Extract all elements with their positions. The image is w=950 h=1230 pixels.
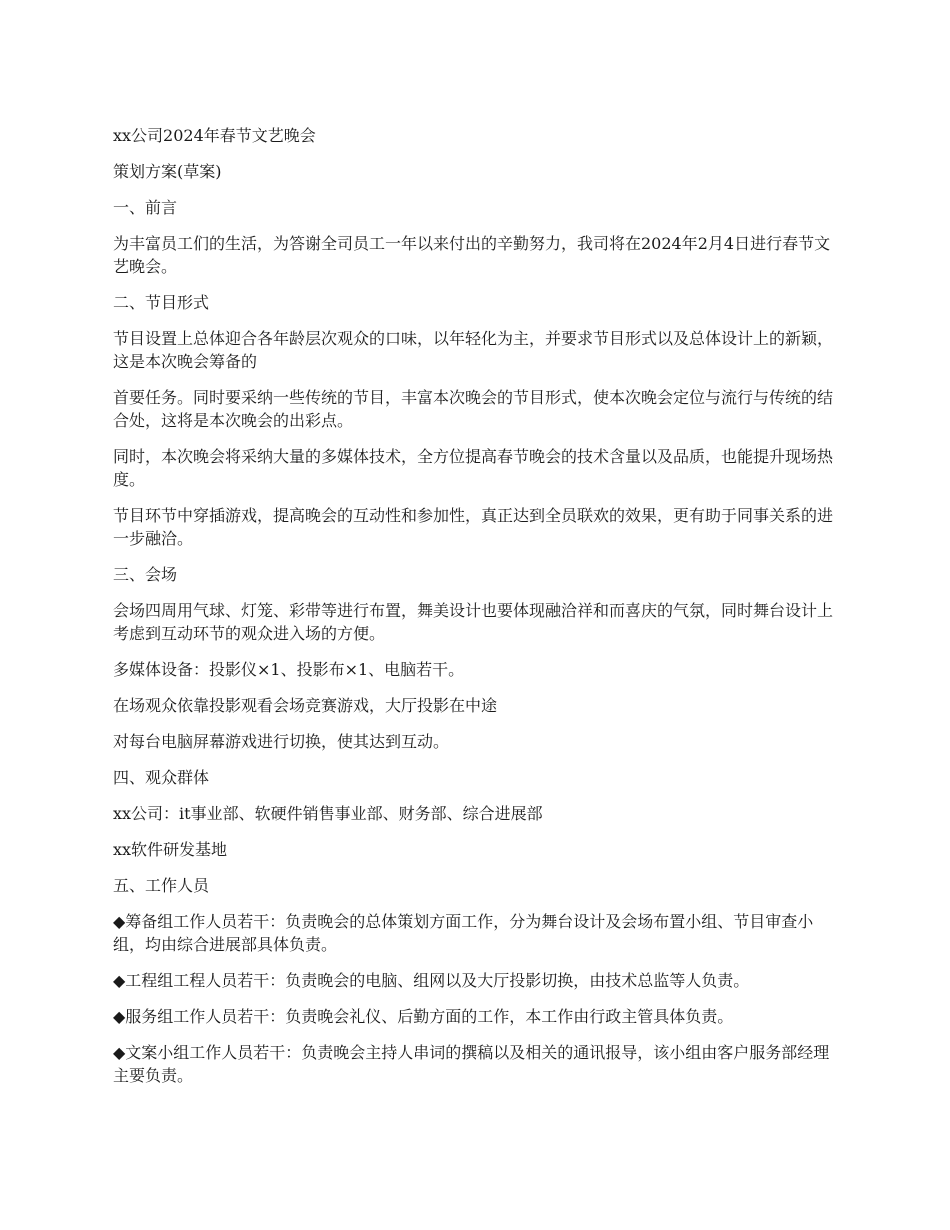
- section-heading-program-form: 二、节目形式: [113, 293, 210, 312]
- paragraph: 在场观众依靠投影观看会场竞赛游戏，大厅投影在中途: [113, 696, 498, 715]
- staff-item: ◆文案小组工作人员若干：负责晚会主持人串词的撰稿以及相关的通讯报导，该小组由客户服务部经理主要负责。: [113, 1043, 830, 1085]
- section-heading-staff: 五、工作人员: [113, 876, 210, 895]
- paragraph: xx公司：it事业部、软硬件销售事业部、财务部、综合进展部: [113, 804, 543, 823]
- paragraph: 节目环节中穿插游戏，提高晚会的互动性和参加性，真正达到全员联欢的效果，更有助于同事关系的进一步融洽。: [113, 506, 834, 548]
- staff-item: ◆筹备组工作人员若干：负责晚会的总体策划方面工作，分为舞台设计及会场布置小组、节目审查小组，均由综合进展部具体负责。: [113, 912, 814, 954]
- document-subtitle: 策划方案(草案): [113, 162, 222, 181]
- section-heading-audience: 四、观众群体: [113, 768, 210, 787]
- paragraph: 首要任务。同时要采纳一些传统的节目，丰富本次晚会的节目形式，使本次晚会定位与流行与传统的结合处，这将是本次晚会的出彩点。: [113, 388, 834, 430]
- section-heading-venue: 三、会场: [113, 565, 178, 584]
- paragraph: 多媒体设备：投影仪×1、投影布×1、电脑若干。: [113, 660, 465, 679]
- staff-item: ◆工程组工程人员若干：负责晚会的电脑、组网以及大厅投影切换，由技术总监等人负责。: [113, 971, 750, 990]
- document-title: xx公司2024年春节文艺晚会: [113, 126, 316, 145]
- section-heading-preface: 一、前言: [113, 198, 178, 217]
- document-body: [113, 124, 841, 1100]
- paragraph: 同时，本次晚会将采纳大量的多媒体技术，全方位提高春节晚会的技术含量以及品质，也能提升现场热度。: [113, 447, 834, 489]
- paragraph: 节目设置上总体迎合各年龄层次观众的口味，以年轻化为主，并要求节目形式以及总体设计上的新颖，这是本次晚会筹备的: [113, 329, 834, 371]
- paragraph: 会场四周用气球、灯笼、彩带等进行布置，舞美设计也要体现融洽祥和而喜庆的气氛，同时舞台设计上考虑到互动环节的观众进入场的方便。: [113, 601, 834, 643]
- staff-item: ◆服务组工作人员若干：负责晚会礼仪、后勤方面的工作，本工作由行政主管具体负责。: [113, 1007, 734, 1026]
- paragraph: 对每台电脑屏幕游戏进行切换，使其达到互动。: [113, 732, 450, 751]
- paragraph: xx软件研发基地: [113, 840, 228, 859]
- paragraph: 为丰富员工们的生活，为答谢全司员工一年以来付出的辛勤努力，我司将在2024年2月4日进行春节文艺晚会。: [113, 234, 831, 276]
